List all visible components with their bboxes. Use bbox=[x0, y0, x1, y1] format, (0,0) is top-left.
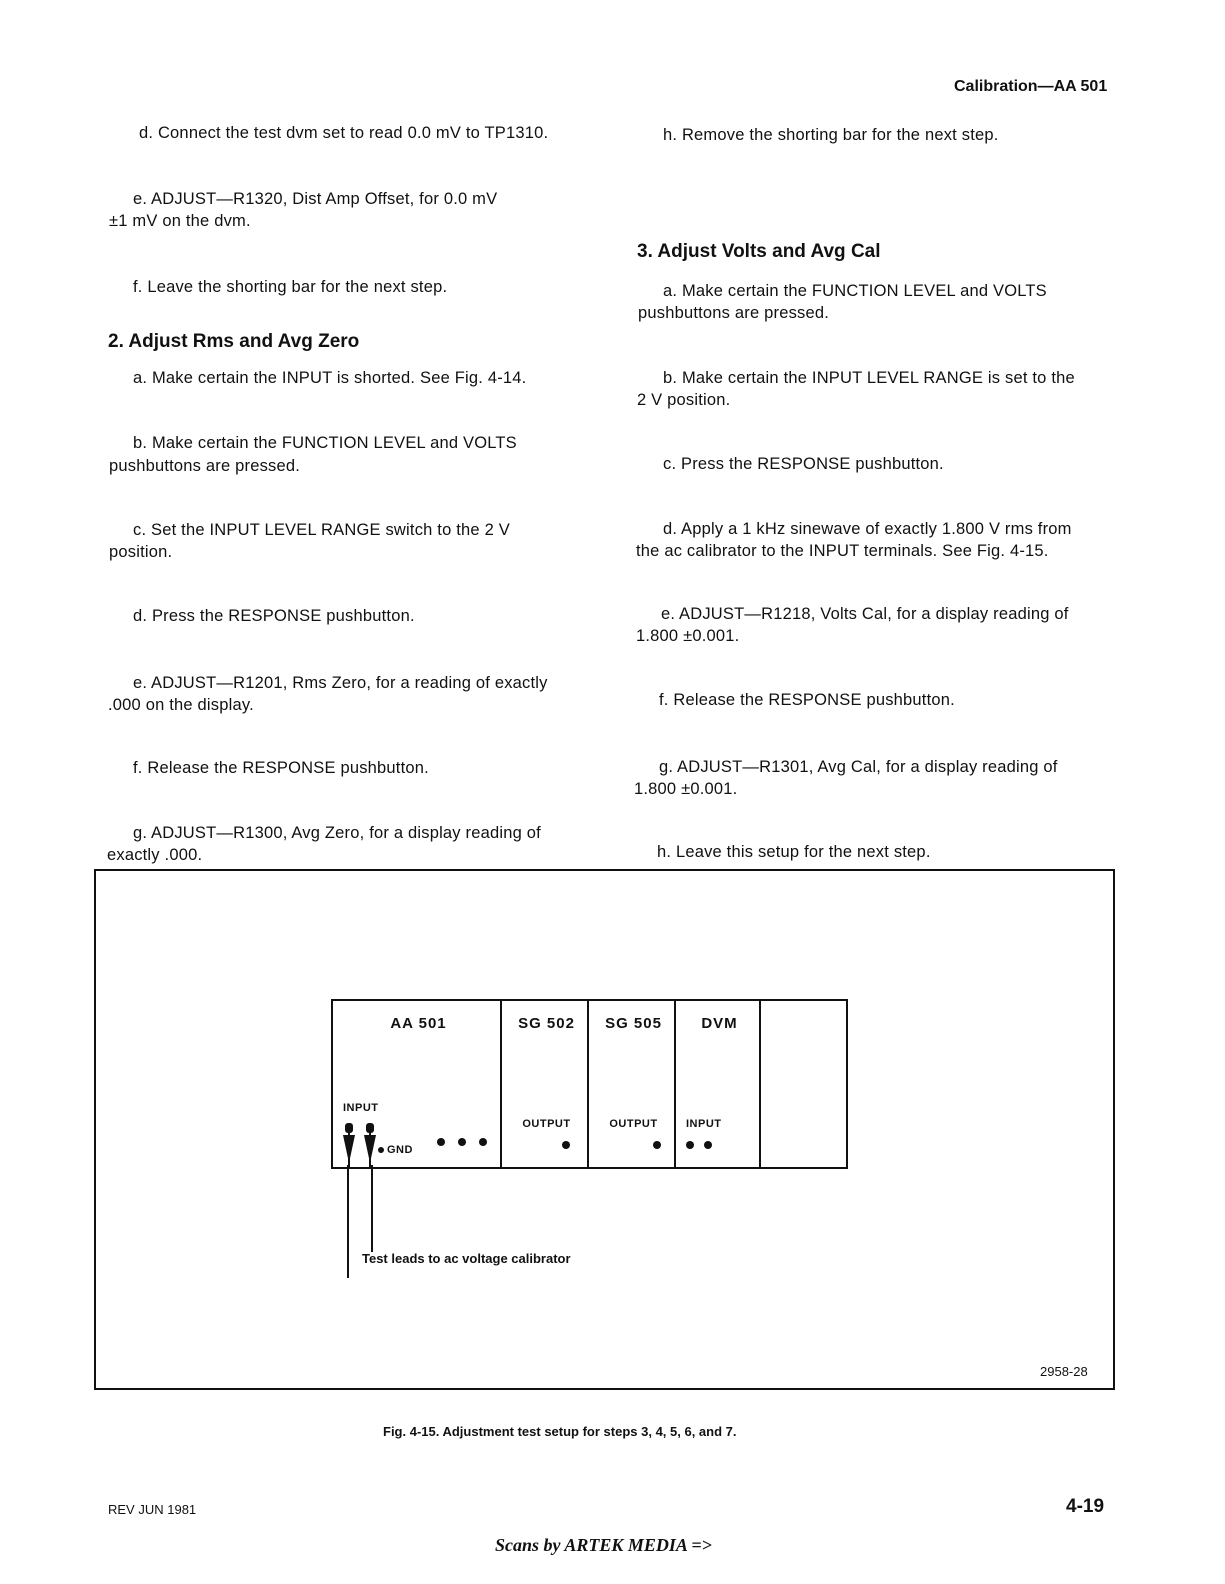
s2-step-f: f. Release the RESPONSE pushbutton. bbox=[133, 759, 429, 777]
aa501-dot-2-icon bbox=[458, 1138, 466, 1146]
s2-step-g-line1: g. ADJUST—R1300, Avg Zero, for a display reading of bbox=[133, 824, 541, 842]
s3-step-d-line2: the ac calibrator to the INPUT terminals. See Fig. 4-15. bbox=[636, 542, 1049, 560]
s3-step-e-line2: 1.800 ±0.001. bbox=[636, 627, 740, 645]
sg505-output-dot-icon bbox=[653, 1141, 661, 1149]
sg505-output-label: OUTPUT bbox=[609, 1118, 658, 1130]
s3-step-a-line2: pushbuttons are pressed. bbox=[638, 304, 830, 322]
dvm-input-label: INPUT bbox=[686, 1118, 722, 1130]
s2-step-b-line2: pushbuttons are pressed. bbox=[109, 457, 301, 475]
test-setup-diagram bbox=[331, 999, 848, 1169]
step-f: f. Leave the shorting bar for the next step. bbox=[133, 278, 448, 296]
test-lead-1 bbox=[347, 1165, 349, 1278]
s3-step-a-line1: a. Make certain the FUNCTION LEVEL and VOLTS bbox=[663, 282, 1047, 300]
s3-step-c: c. Press the RESPONSE pushbutton. bbox=[663, 455, 944, 473]
dvm-input-dot-1-icon bbox=[686, 1141, 694, 1149]
input-terminal-icon bbox=[342, 1121, 356, 1167]
s2-step-e-line2: .000 on the display. bbox=[108, 696, 254, 714]
s3-step-d-line1: d. Apply a 1 kHz sinewave of exactly 1.800 V rms from bbox=[663, 520, 1072, 538]
test-lead-2 bbox=[371, 1165, 373, 1252]
s3-step-f: f. Release the RESPONSE pushbutton. bbox=[659, 691, 955, 709]
step-e-line1: e. ADJUST—R1320, Dist Amp Offset, for 0.0 mV bbox=[133, 190, 498, 208]
s2-step-c-line2: position. bbox=[109, 543, 173, 561]
section-2-title: 2. Adjust Rms and Avg Zero bbox=[108, 331, 360, 352]
aa501-gnd-label: GND bbox=[387, 1144, 413, 1156]
scan-credit: Scans by ARTEK MEDIA => bbox=[495, 1535, 712, 1555]
s2-step-c-line1: c. Set the INPUT LEVEL RANGE switch to the 2 V bbox=[133, 521, 510, 539]
empty-slot bbox=[759, 999, 848, 1169]
running-title: Calibration—AA 501 bbox=[954, 78, 1108, 95]
s2-step-d: d. Press the RESPONSE pushbutton. bbox=[133, 607, 415, 625]
step-h: h. Remove the shorting bar for the next step. bbox=[663, 126, 999, 144]
sg502-label: SG 502 bbox=[518, 1015, 575, 1032]
figure-caption: Fig. 4-15. Adjustment test setup for steps 3, 4, 5, 6, and 7. bbox=[383, 1424, 737, 1439]
s2-step-g-line2: exactly .000. bbox=[107, 846, 203, 864]
s2-step-a: a. Make certain the INPUT is shorted. See Fig. 4-14. bbox=[133, 369, 527, 387]
gnd-dot-icon bbox=[378, 1147, 384, 1153]
dvm-input-dot-2-icon bbox=[704, 1141, 712, 1149]
s3-step-g-line1: g. ADJUST—R1301, Avg Cal, for a display reading of bbox=[659, 758, 1058, 776]
revision-date: REV JUN 1981 bbox=[108, 1502, 197, 1517]
aa501-dot-1-icon bbox=[437, 1138, 445, 1146]
s3-step-h: h. Leave this setup for the next step. bbox=[657, 843, 931, 861]
aa501-input-label: INPUT bbox=[343, 1102, 379, 1114]
s3-step-g-line2: 1.800 ±0.001. bbox=[634, 780, 738, 798]
step-d: d. Connect the test dvm set to read 0.0 mV to TP1310. bbox=[139, 124, 549, 142]
sg502-output-label: OUTPUT bbox=[522, 1118, 571, 1130]
figure-number: 2958-28 bbox=[1040, 1364, 1088, 1379]
aa501-dot-3-icon bbox=[479, 1138, 487, 1146]
s3-step-e-line1: e. ADJUST—R1218, Volts Cal, for a display reading of bbox=[661, 605, 1069, 623]
s3-step-b-line2: 2 V position. bbox=[637, 391, 731, 409]
sg505-module bbox=[587, 999, 676, 1169]
gnd-terminal-icon bbox=[363, 1121, 377, 1167]
sg505-label: SG 505 bbox=[605, 1015, 662, 1032]
aa501-module bbox=[331, 999, 502, 1169]
lead-label: Test leads to ac voltage calibrator bbox=[362, 1251, 571, 1266]
s3-step-b-line1: b. Make certain the INPUT LEVEL RANGE is set to the bbox=[663, 369, 1075, 387]
section-3-title: 3. Adjust Volts and Avg Cal bbox=[637, 241, 881, 262]
step-e-line2: ±1 mV on the dvm. bbox=[109, 212, 251, 230]
dvm-module bbox=[674, 999, 761, 1169]
s2-step-b-line1: b. Make certain the FUNCTION LEVEL and VOLTS bbox=[133, 434, 517, 452]
s2-step-e-line1: e. ADJUST—R1201, Rms Zero, for a reading of exactly bbox=[133, 674, 548, 692]
sg502-module bbox=[500, 999, 589, 1169]
aa501-label: AA 501 bbox=[390, 1015, 447, 1032]
page-number: 4-19 bbox=[1066, 1496, 1105, 1517]
sg502-output-dot-icon bbox=[562, 1141, 570, 1149]
dvm-label: DVM bbox=[701, 1015, 738, 1032]
